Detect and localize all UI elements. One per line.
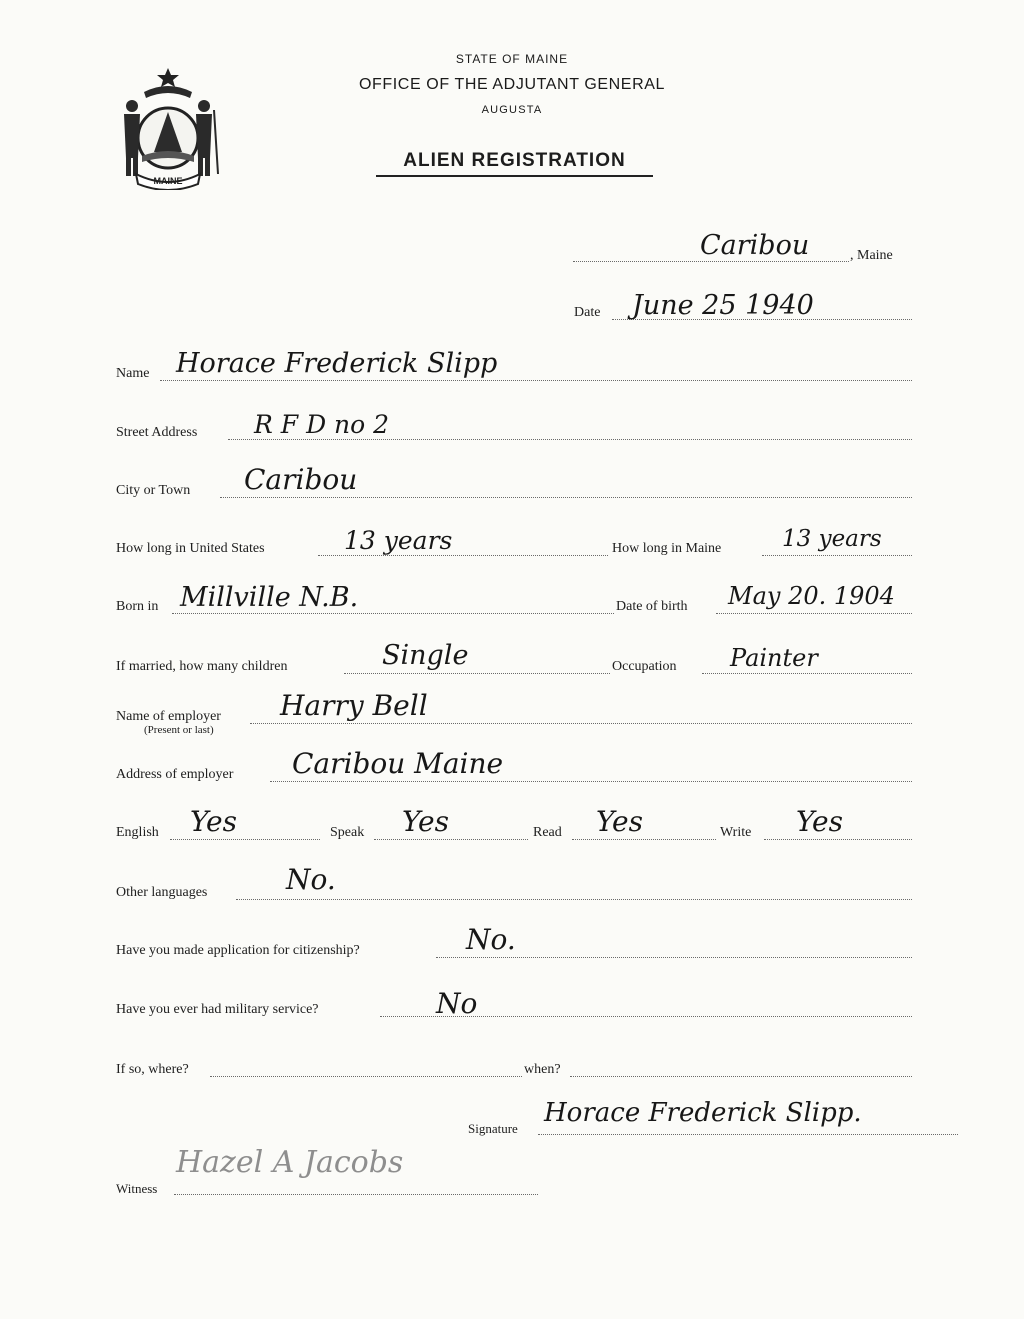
employer-address-label: Address of employer <box>116 767 234 782</box>
other-lang-line <box>236 899 912 900</box>
read-line <box>572 839 716 840</box>
where-label: If so, where? <box>116 1062 189 1077</box>
occupation-value: Painter <box>730 644 818 672</box>
speak-line <box>374 839 528 840</box>
other-lang-label: Other languages <box>116 885 208 900</box>
born-in-value: Millville N.B. <box>180 582 359 613</box>
witness-line <box>174 1194 538 1195</box>
date-label: Date <box>574 305 601 320</box>
maine-label: , Maine <box>850 248 893 263</box>
when-line <box>570 1076 912 1077</box>
signature-line <box>538 1134 958 1135</box>
dob-value: May 20. 1904 <box>728 582 895 610</box>
employer-address-line <box>270 781 912 782</box>
name-line <box>160 380 912 381</box>
name-label: Name <box>116 366 150 381</box>
children-value: Single <box>382 640 469 671</box>
witness-value: Hazel A Jacobs <box>176 1145 404 1180</box>
employer-label: Name of employer <box>116 709 221 724</box>
citizenship-line <box>436 957 912 958</box>
dob-line <box>716 613 912 614</box>
other-lang-value: No. <box>286 863 336 896</box>
date-value: June 25 1940 <box>632 290 814 321</box>
speak-label: Speak <box>330 825 365 840</box>
write-line <box>764 839 912 840</box>
city-town-label: City or Town <box>116 483 191 498</box>
town-line <box>573 261 849 262</box>
read-value: Yes <box>596 805 643 838</box>
military-label: Have you ever had military service? <box>116 1002 319 1017</box>
write-value: Yes <box>796 805 843 838</box>
town-value: Caribou <box>700 230 810 261</box>
form-title: ALIEN REGISTRATION <box>376 150 653 177</box>
long-us-value: 13 years <box>344 526 453 555</box>
street-value: R F D no 2 <box>254 410 390 439</box>
children-line <box>344 673 610 674</box>
header-state: STATE OF MAINE <box>455 52 569 66</box>
write-label: Write <box>720 825 752 840</box>
header-office: OFFICE OF THE ADJUTANT GENERAL <box>358 76 666 93</box>
military-value: No <box>436 987 478 1020</box>
english-label: English <box>116 825 159 840</box>
signature-label: Signature <box>468 1121 518 1136</box>
seal-banner-text: MAINE <box>153 176 183 186</box>
employer-address-value: Caribou Maine <box>292 747 504 780</box>
long-maine-value: 13 years <box>782 526 882 552</box>
witness-label: Witness <box>116 1181 158 1196</box>
born-in-line <box>172 613 614 614</box>
children-label: If married, how many children <box>116 659 288 674</box>
employer-value: Harry Bell <box>280 689 428 722</box>
speak-value: Yes <box>402 805 449 838</box>
citizenship-label: Have you made application for citizenship? <box>116 943 360 958</box>
long-maine-label: How long in Maine <box>612 541 722 556</box>
english-line <box>170 839 320 840</box>
occupation-line <box>702 673 912 674</box>
long-us-line <box>318 555 608 556</box>
signature-value: Horace Frederick Slipp. <box>544 1098 862 1128</box>
street-line <box>228 439 912 440</box>
english-value: Yes <box>190 805 237 838</box>
read-label: Read <box>533 825 562 840</box>
where-line <box>210 1076 522 1077</box>
name-value: Horace Frederick Slipp <box>176 348 498 379</box>
dob-label: Date of birth <box>616 599 688 614</box>
citizenship-value: No. <box>466 923 516 956</box>
born-in-label: Born in <box>116 599 159 614</box>
when-label: when? <box>524 1062 561 1077</box>
city-town-value: Caribou <box>244 463 358 496</box>
employer-note: (Present or last) <box>144 724 214 736</box>
city-town-line <box>220 497 912 498</box>
long-maine-line <box>762 555 912 556</box>
long-us-label: How long in United States <box>116 541 265 556</box>
header-city: AUGUSTA <box>481 104 543 116</box>
street-label: Street Address <box>116 425 198 440</box>
occupation-label: Occupation <box>612 659 677 674</box>
employer-line <box>250 723 912 724</box>
